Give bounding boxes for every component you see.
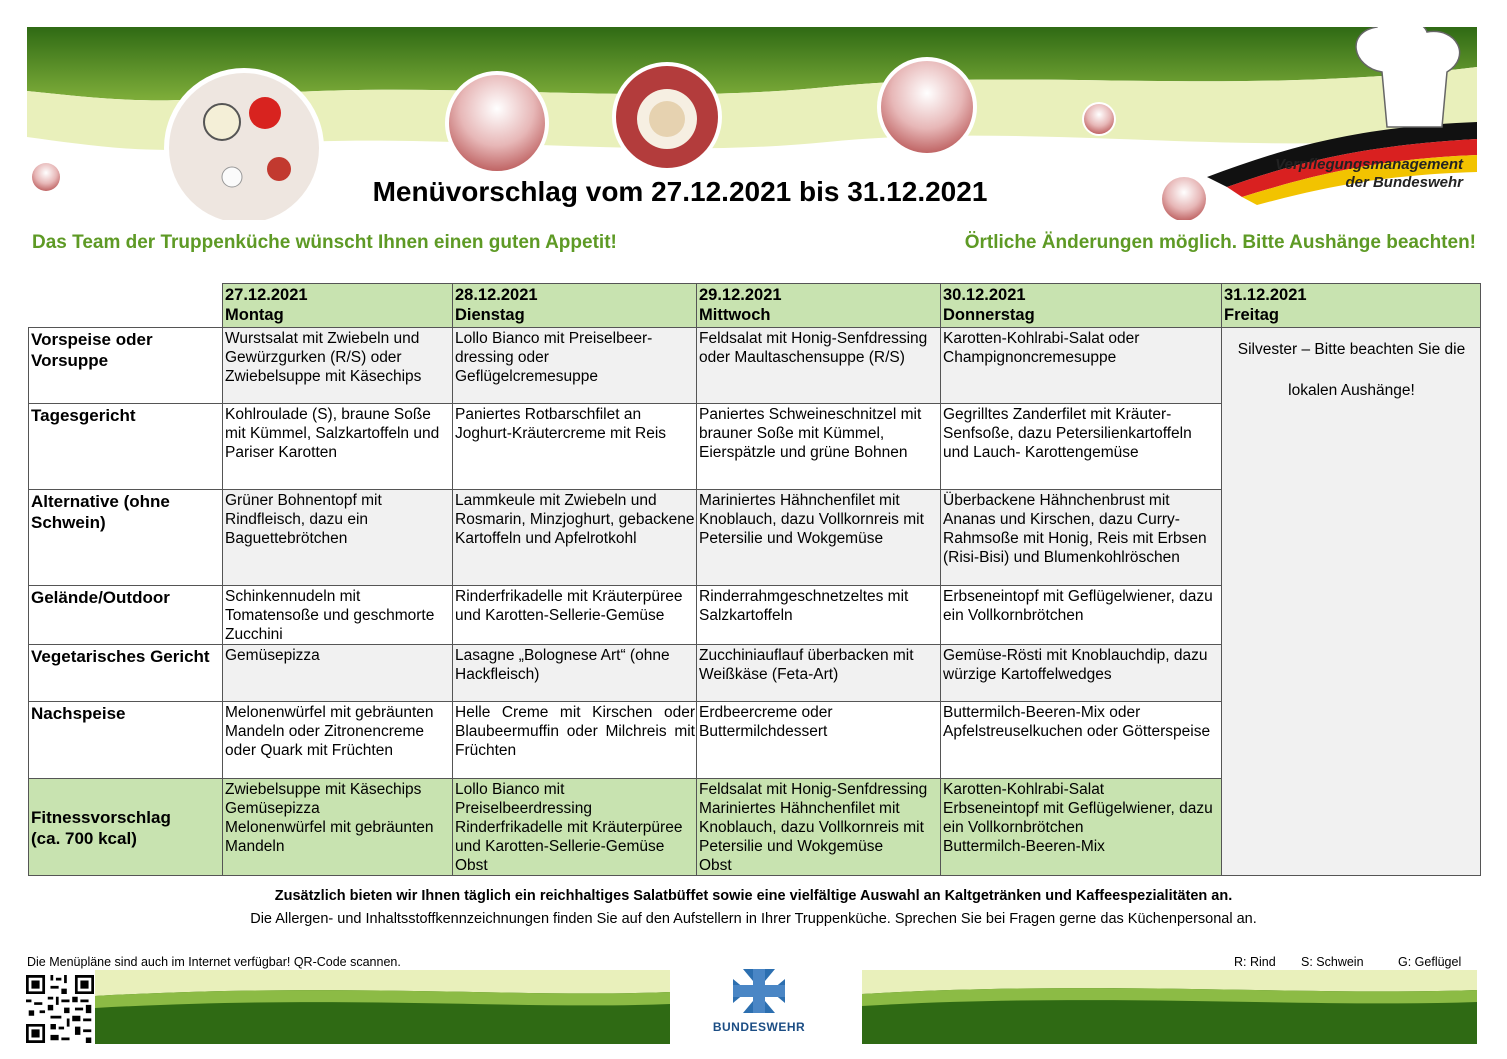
menu-cell: Buttermilch-Beeren-Mix oder Apfelstreuselkuchen oder Götterspeise <box>941 702 1222 779</box>
menu-cell: Erbseneintopf mit Geflügelwiener, dazu ein Vollkornbrötchen <box>941 586 1222 645</box>
menu-cell: Überbackene Hähnchenbrust mit Ananas und Kirschen, dazu Curry-Rahmsoße mit Honig, Reis mit Erbsen (Risi-Bisi) und Blumenkohlröschen <box>941 490 1222 586</box>
fitness-label <box>29 779 223 876</box>
fitness-item: Rinderfrikadelle mit Kräuterpüree und Karotten-Sellerie-Gemüse <box>455 819 683 855</box>
day-header <box>223 284 453 328</box>
row-label: Tagesgericht <box>29 404 223 490</box>
fitness-item: Obst <box>699 857 732 874</box>
footer-wave-left <box>95 970 670 1044</box>
fitness-label-line-1: Fitnessvorschlag <box>31 807 171 827</box>
day-header <box>941 284 1222 328</box>
greeting-left: Das Team der Truppenküche wünscht Ihnen einen guten Appetit! <box>32 232 617 253</box>
allergen-note: Die Allergen- und Inhaltsstoffkennzeichnungen finden Sie auf den Aufstellern in Ihrer Truppenküche. Sprechen Sie bei Fragen gerne das Küchenpersonal an. <box>250 911 1257 927</box>
menu-cell: Mariniertes Hähnchenfilet mit Knoblauch, dazu Vollkornreis mit Petersilie und Wokgemüse <box>697 490 941 586</box>
day-date: 30.12.2021 <box>943 286 1026 304</box>
friday-note-cell <box>1222 328 1481 876</box>
row-label: Nachspeise <box>29 702 223 779</box>
menu-cell: Wurstsalat mit Zwiebeln und Gewürzgurken (R/S) oder Zwiebelsuppe mit Käsechips <box>223 328 453 404</box>
day-name: Donnerstag <box>943 306 1035 324</box>
menu-cell: Erdbeercreme oder Buttermilchdessert <box>697 702 941 779</box>
menu-cell: Melonenwürfel mit gebräunten Mandeln oder Zitronencreme oder Quark mit Früchten <box>223 702 453 779</box>
fitness-cell <box>453 779 697 876</box>
online-hint: Die Menüpläne sind auch im Internet verfügbar! QR-Code scannen. <box>27 955 401 969</box>
row-label: Alternative (ohne Schwein) <box>29 490 223 586</box>
day-date: 31.12.2021 <box>1224 286 1307 304</box>
friday-note-line-1: Silvester – Bitte beachten Sie die <box>1237 341 1466 358</box>
corner-cell <box>29 284 223 328</box>
day-name: Freitag <box>1224 306 1280 324</box>
fitness-cell <box>697 779 941 876</box>
menu-cell: Lasagne „Bolognese Art“ (ohne Hackfleisch) <box>453 645 697 702</box>
legend-schwein: S: Schwein <box>1301 955 1364 969</box>
menu-cell: Zucchiniauflauf überbacken mit Weißkäse (Feta-Art) <box>697 645 941 702</box>
day-date: 27.12.2021 <box>225 286 308 304</box>
fitness-item: Karotten-Kohlrabi-Salat <box>943 781 1105 798</box>
day-header-row <box>29 284 1481 328</box>
menu-cell: Lollo Bianco mit Preiselbeer-dressing oder Geflügelcremesuppe <box>453 328 697 404</box>
day-date: 29.12.2021 <box>699 286 782 304</box>
fitness-item: Obst <box>455 857 488 874</box>
brand-line-2: der Bundeswehr <box>1345 174 1463 191</box>
menu-cell: Karotten-Kohlrabi-Salat oder Champignoncremesuppe <box>941 328 1222 404</box>
day-header <box>697 284 941 328</box>
salad-buffet-note: Zusätzlich bieten wir Ihnen täglich ein reichhaltiges Salatbüffet sowie eine vielfältige Auswahl an Kaltgetränken und Kaffeespezialitäten an. <box>274 888 1233 904</box>
fitness-item: Gemüsepizza <box>225 800 320 817</box>
day-name: Montag <box>225 306 284 324</box>
menu-table <box>28 283 1481 876</box>
row-label: Vegetarisches Gericht <box>29 645 223 702</box>
bundeswehr-logo-text: BUNDESWEHR <box>712 1020 806 1034</box>
row-label: Vorspeise oder Vorsuppe <box>29 328 223 404</box>
menu-cell: Kohlroulade (S), braune Soße mit Kümmel, Salzkartoffeln und Pariser Karotten <box>223 404 453 490</box>
page-title: Menüvorschlag vom 27.12.2021 bis 31.12.2021 <box>372 176 988 207</box>
menu-cell: Grüner Bohnentopf mit Rindfleisch, dazu ein Baguettebrötchen <box>223 490 453 586</box>
menu-cell: Feldsalat mit Honig-Senfdressing oder Maultaschensuppe (R/S) <box>697 328 941 404</box>
fitness-item: Zwiebelsuppe mit Käsechips <box>225 781 422 798</box>
menu-cell: Gemüse-Rösti mit Knoblauchdip, dazu würzige Kartoffelwedges <box>941 645 1222 702</box>
fitness-item: Lollo Bianco mit Preiselbeerdressing <box>455 781 592 817</box>
greeting-right: Örtliche Änderungen möglich. Bitte Aushänge beachten! <box>964 232 1476 253</box>
day-header <box>1222 284 1481 328</box>
fitness-item: Melonenwürfel mit gebräunten Mandeln <box>225 819 434 855</box>
menu-cell: Lammkeule mit Zwiebeln und Rosmarin, Minzjoghurt, gebackene Kartoffeln und Apfelrotkohl <box>453 490 697 586</box>
bundeswehr-logo <box>704 967 814 1047</box>
day-name: Mittwoch <box>699 306 771 324</box>
fitness-item: Feldsalat mit Honig-Senfdressing <box>699 781 928 798</box>
day-header <box>453 284 697 328</box>
fitness-cell <box>223 779 453 876</box>
iron-cross-icon <box>731 967 787 1015</box>
menu-cell: Paniertes Schweineschnitzel mit brauner Soße mit Kümmel, Eierspätzle und grüne Bohnen <box>697 404 941 490</box>
table-row <box>29 328 1481 404</box>
day-date: 28.12.2021 <box>455 286 538 304</box>
fitness-cell <box>941 779 1222 876</box>
day-name: Dienstag <box>455 306 525 324</box>
menu-cell: Schinkennudeln mit Tomatensoße und geschmorte Zucchini <box>223 586 453 645</box>
brand-line-1: Verpflegungsmanagement <box>1275 156 1463 173</box>
friday-note-line-2: lokalen Aushänge! <box>1288 382 1415 399</box>
fitness-item: Buttermilch-Beeren-Mix <box>943 838 1105 855</box>
menu-cell: Paniertes Rotbarschfilet an Joghurt-Kräutercreme mit Reis <box>453 404 697 490</box>
legend-rind: R: Rind <box>1234 955 1276 969</box>
menu-cell: Gemüsepizza <box>223 645 453 702</box>
fitness-item: Mariniertes Hähnchenfilet mit Knoblauch, dazu Vollkornreis mit Petersilie und Wokgemüse <box>699 800 924 855</box>
menu-cell: Gegrilltes Zanderfilet mit Kräuter-Senfsoße, dazu Petersilienkartoffeln und Lauch- Karottengemüse <box>941 404 1222 490</box>
legend-gefluegel: G: Geflügel <box>1398 955 1462 969</box>
menu-cell: Rinderfrikadelle mit Kräuterpüree und Karotten-Sellerie-Gemüse <box>453 586 697 645</box>
fitness-label-line-2: (ca. 700 kcal) <box>31 828 137 848</box>
qr-code[interactable] <box>26 975 94 1043</box>
row-label: Gelände/Outdoor <box>29 586 223 645</box>
menu-cell: Rinderrahmgeschnetzeltes mit Salzkartoffeln <box>697 586 941 645</box>
menu-cell: Helle Creme mit Kirschen oder Blaubeermuffin oder Milchreis mit Früchten <box>453 702 697 779</box>
fitness-item: Erbseneintopf mit Geflügelwiener, dazu ein Vollkornbrötchen <box>943 800 1213 836</box>
brand-logo-text <box>1275 156 1463 192</box>
footer-wave-right <box>862 970 1477 1044</box>
